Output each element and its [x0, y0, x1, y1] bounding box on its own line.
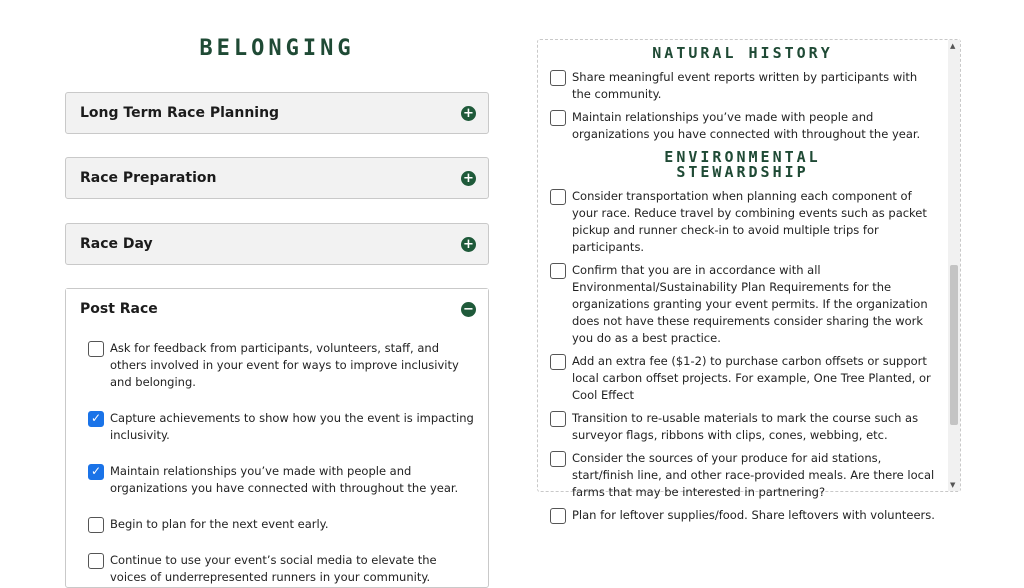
- title-line: STEWARDSHIP: [676, 163, 809, 181]
- checklist-item-text: Ask for feedback from participants, volunteers, staff, and others involved in your event for ways to improve inclusivity and belonging.: [110, 341, 459, 389]
- checklist-item[interactable]: [88, 340, 474, 391]
- accordion-label: Race Day: [80, 236, 153, 252]
- checklist-item-text: Transition to re-usable materials to mark the course such as surveyor flags, ribbons with clips, cones, webbing, etc.: [572, 411, 919, 442]
- checkbox[interactable]: [88, 341, 104, 357]
- checklist-item-text: Plan for leftover supplies/food. Share leftovers with volunteers.: [572, 508, 935, 522]
- checklist-item[interactable]: [88, 552, 474, 586]
- scroll-thumb[interactable]: [950, 265, 958, 425]
- checkbox[interactable]: [550, 189, 566, 205]
- checklist-item[interactable]: [550, 410, 935, 444]
- checkbox[interactable]: [88, 517, 104, 533]
- checklist-item[interactable]: [550, 450, 935, 501]
- checkbox[interactable]: [550, 70, 566, 86]
- accordion-long-term-race-planning[interactable]: [65, 92, 489, 134]
- environmental-stewardship-title: [550, 150, 935, 180]
- checklist-item-text: Add an extra fee ($1-2) to purchase carbon offsets or support local carbon offset projects. For example, One Tree Planted, or Cool Effect: [572, 354, 931, 402]
- scroll-panel[interactable]: [537, 39, 961, 522]
- expand-plus-icon[interactable]: +: [461, 237, 476, 252]
- checklist-item-text: Maintain relationships you’ve made with people and organizations you have connected with throughout the year.: [572, 110, 921, 141]
- checkbox-checked[interactable]: ✓: [88, 464, 104, 480]
- vertical-scrollbar[interactable]: [948, 40, 960, 491]
- checkbox[interactable]: [550, 451, 566, 467]
- collapse-minus-icon[interactable]: −: [461, 302, 476, 317]
- accordion-label: Long Term Race Planning: [80, 105, 280, 121]
- accordion-header[interactable]: [66, 289, 488, 329]
- checklist-item[interactable]: [550, 262, 935, 347]
- checkbox[interactable]: [550, 411, 566, 427]
- accordion-header[interactable]: [66, 224, 488, 264]
- accordion-header[interactable]: [66, 158, 488, 198]
- scroll-content: [550, 40, 935, 524]
- accordion-race-day[interactable]: [65, 223, 489, 265]
- checkbox-checked[interactable]: ✓: [88, 411, 104, 427]
- checkbox[interactable]: [550, 110, 566, 126]
- accordion-label: Post Race: [80, 301, 158, 317]
- checklist-item[interactable]: [88, 516, 474, 533]
- checkbox[interactable]: [550, 354, 566, 370]
- checklist-item-text: Share meaningful event reports written by participants with the community.: [572, 70, 918, 101]
- checkbox[interactable]: [550, 508, 566, 524]
- checklist-item-text: Begin to plan for the next event early.: [110, 517, 329, 531]
- scroll-up-arrow-icon[interactable]: ▲: [950, 42, 956, 50]
- checklist-item[interactable]: [550, 188, 935, 256]
- checklist-item-text: Consider the sources of your produce for aid stations, start/finish line, and other race-provided meals. Are there local farms that may be interested in partnering?: [572, 451, 935, 499]
- title-line: ENVIRONMENTAL: [664, 148, 821, 166]
- checklist-item[interactable]: [88, 410, 474, 444]
- accordion-post-race[interactable]: [65, 288, 489, 588]
- accordion-label: Race Preparation: [80, 170, 217, 186]
- scroll-down-arrow-icon[interactable]: ▼: [950, 481, 956, 489]
- accordion-race-preparation[interactable]: [65, 157, 489, 199]
- checklist-item-text: Maintain relationships you’ve made with people and organizations you have connected with throughout the year.: [110, 464, 459, 495]
- natural-history-title: NATURAL HISTORY: [652, 44, 833, 62]
- checklist-item[interactable]: [550, 353, 935, 404]
- checklist-item-text: Continue to use your event’s social media to elevate the voices of underrepresented runners in your community.: [110, 553, 437, 584]
- section-title: BELONGING: [199, 36, 355, 61]
- checklist-item-text: Consider transportation when planning each component of your race. Reduce travel by combining events such as packet pickup and runner check-in to avoid multiple trips for participants.: [572, 189, 927, 254]
- post-race-checklist: [66, 329, 488, 586]
- accordion-header[interactable]: [66, 93, 488, 133]
- checklist-item[interactable]: [550, 507, 935, 524]
- checklist-item-text: Capture achievements to show how you the event is impacting inclusivity.: [110, 411, 474, 442]
- checklist-item[interactable]: [550, 109, 935, 143]
- checklist-item[interactable]: [88, 463, 474, 497]
- expand-plus-icon[interactable]: +: [461, 171, 476, 186]
- checklist-item[interactable]: [550, 69, 935, 103]
- checklist-item-text: Confirm that you are in accordance with all Environmental/Sustainability Plan Requirements for the organizations granting your event permits. If the organization does not have these requirements consider sharing the work you do as a best practice.: [572, 263, 928, 345]
- checkbox[interactable]: [550, 263, 566, 279]
- expand-plus-icon[interactable]: +: [461, 106, 476, 121]
- checkbox[interactable]: [88, 553, 104, 569]
